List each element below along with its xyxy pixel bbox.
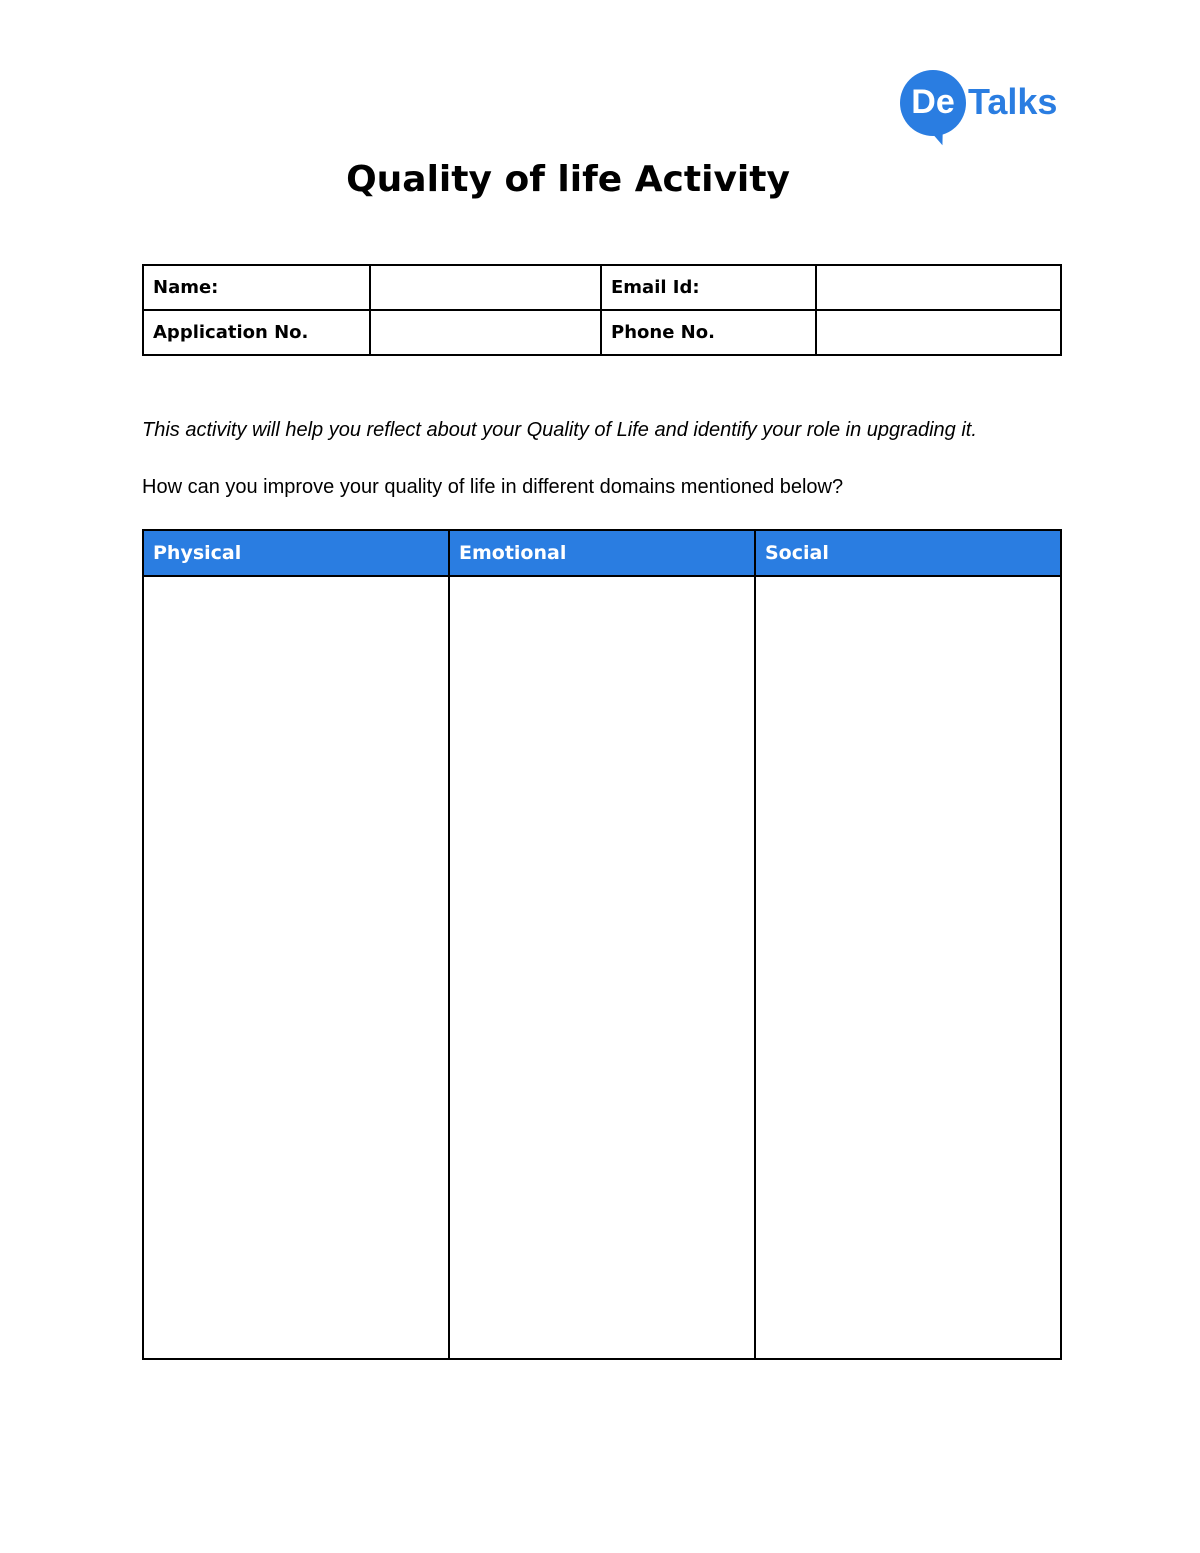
- phone-label: Phone No.: [601, 310, 816, 355]
- table-row: [143, 310, 1061, 355]
- name-label: Name:: [143, 265, 370, 310]
- name-field[interactable]: [370, 265, 601, 310]
- detalks-logo: [900, 70, 1070, 150]
- physical-answer-cell[interactable]: [143, 576, 449, 1359]
- logo-prefix: De: [911, 83, 955, 121]
- domain-header-row: [143, 530, 1061, 576]
- table-row: [143, 265, 1061, 310]
- domain-table: [142, 529, 1062, 1360]
- emotional-answer-cell[interactable]: [449, 576, 755, 1359]
- applicant-info-table: [142, 264, 1062, 356]
- social-column-header: Social: [755, 530, 1061, 576]
- question-text: How can you improve your quality of life in different domains mentioned below?: [142, 476, 844, 498]
- page-title: Quality of life Activity: [346, 159, 790, 200]
- application-number-field[interactable]: [370, 310, 601, 355]
- logo-suffix: Talks: [968, 81, 1058, 122]
- physical-column-header: Physical: [143, 530, 449, 576]
- application-number-label: Application No.: [143, 310, 370, 355]
- email-field[interactable]: [816, 265, 1061, 310]
- intro-text: This activity will help you reflect about your Quality of Life and identify your role in upgrading it.: [142, 419, 977, 441]
- emotional-column-header: Emotional: [449, 530, 755, 576]
- email-label: Email Id:: [601, 265, 816, 310]
- phone-field[interactable]: [816, 310, 1061, 355]
- domain-answer-row: [143, 576, 1061, 1359]
- social-answer-cell[interactable]: [755, 576, 1061, 1359]
